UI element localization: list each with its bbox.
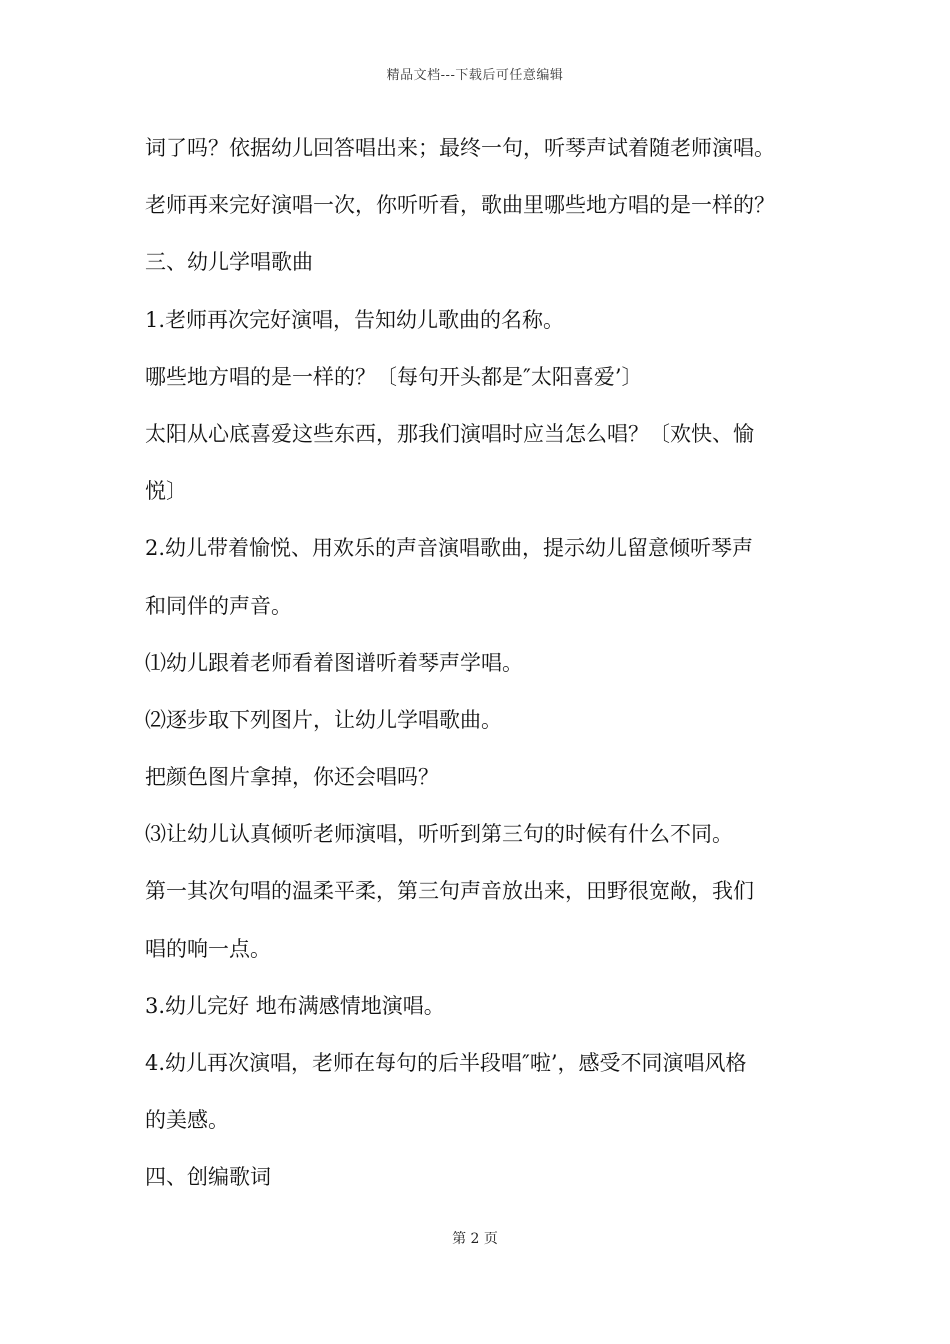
text-line: 哪些地方唱的是一样的？〔每句开头都是″太阳喜爱’〕 <box>145 364 643 389</box>
text-line: 第一其次句唱的温柔平柔，第三句声音放出来，田野很宽敞，我们 <box>145 879 754 904</box>
text-line: 唱的响一点。 <box>145 936 271 961</box>
document-body <box>145 128 810 1215</box>
text-line: ⑶让幼儿认真倾听老师演唱，听听到第三句的时候有什么不同。 <box>145 822 733 847</box>
text-line: 2.幼儿带着愉悦、用欢乐的声音演唱歌曲，提示幼儿留意倾听琴声 <box>145 536 754 561</box>
section-heading: 三、幼儿学唱歌曲 <box>145 250 313 275</box>
text-line: 的美感。 <box>145 1108 229 1133</box>
text-line: 太阳从心底喜爱这些东西，那我们演唱时应当怎么唱？〔欢快、愉 <box>145 421 754 446</box>
page-header: 精品文档---下载后可任意编辑 <box>386 68 564 83</box>
text-line: 悦〕 <box>145 479 187 504</box>
text-line: 和同伴的声音。 <box>145 593 292 618</box>
text-line: 老师再来完好演唱一次，你听听看，歌曲里哪些地方唱的是一样的？ <box>145 193 775 218</box>
text-line: 词了吗？依据幼儿回答唱出来；最终一句，听琴声试着随老师演唱。 <box>145 136 775 160</box>
text-line: ⑴幼儿跟着老师看着图谱听着琴声学唱。 <box>145 650 523 675</box>
section-heading: 四、创编歌词 <box>145 1165 271 1190</box>
text-line: 把颜色图片拿掉，你还会唱吗？ <box>145 765 439 790</box>
text-line: 1.老师再次完好演唱，告知幼儿歌曲的名称。 <box>145 307 565 332</box>
text-line: 3.幼儿完好 地布满感情地演唱。 <box>145 993 445 1018</box>
text-line: 4.幼儿再次演唱，老师在每句的后半段唱″啦’，感受不同演唱风格 <box>145 1051 747 1075</box>
page-number: 第 2 页 <box>452 1231 498 1247</box>
text-line: ⑵逐步取下列图片，让幼儿学唱歌曲。 <box>145 707 502 732</box>
